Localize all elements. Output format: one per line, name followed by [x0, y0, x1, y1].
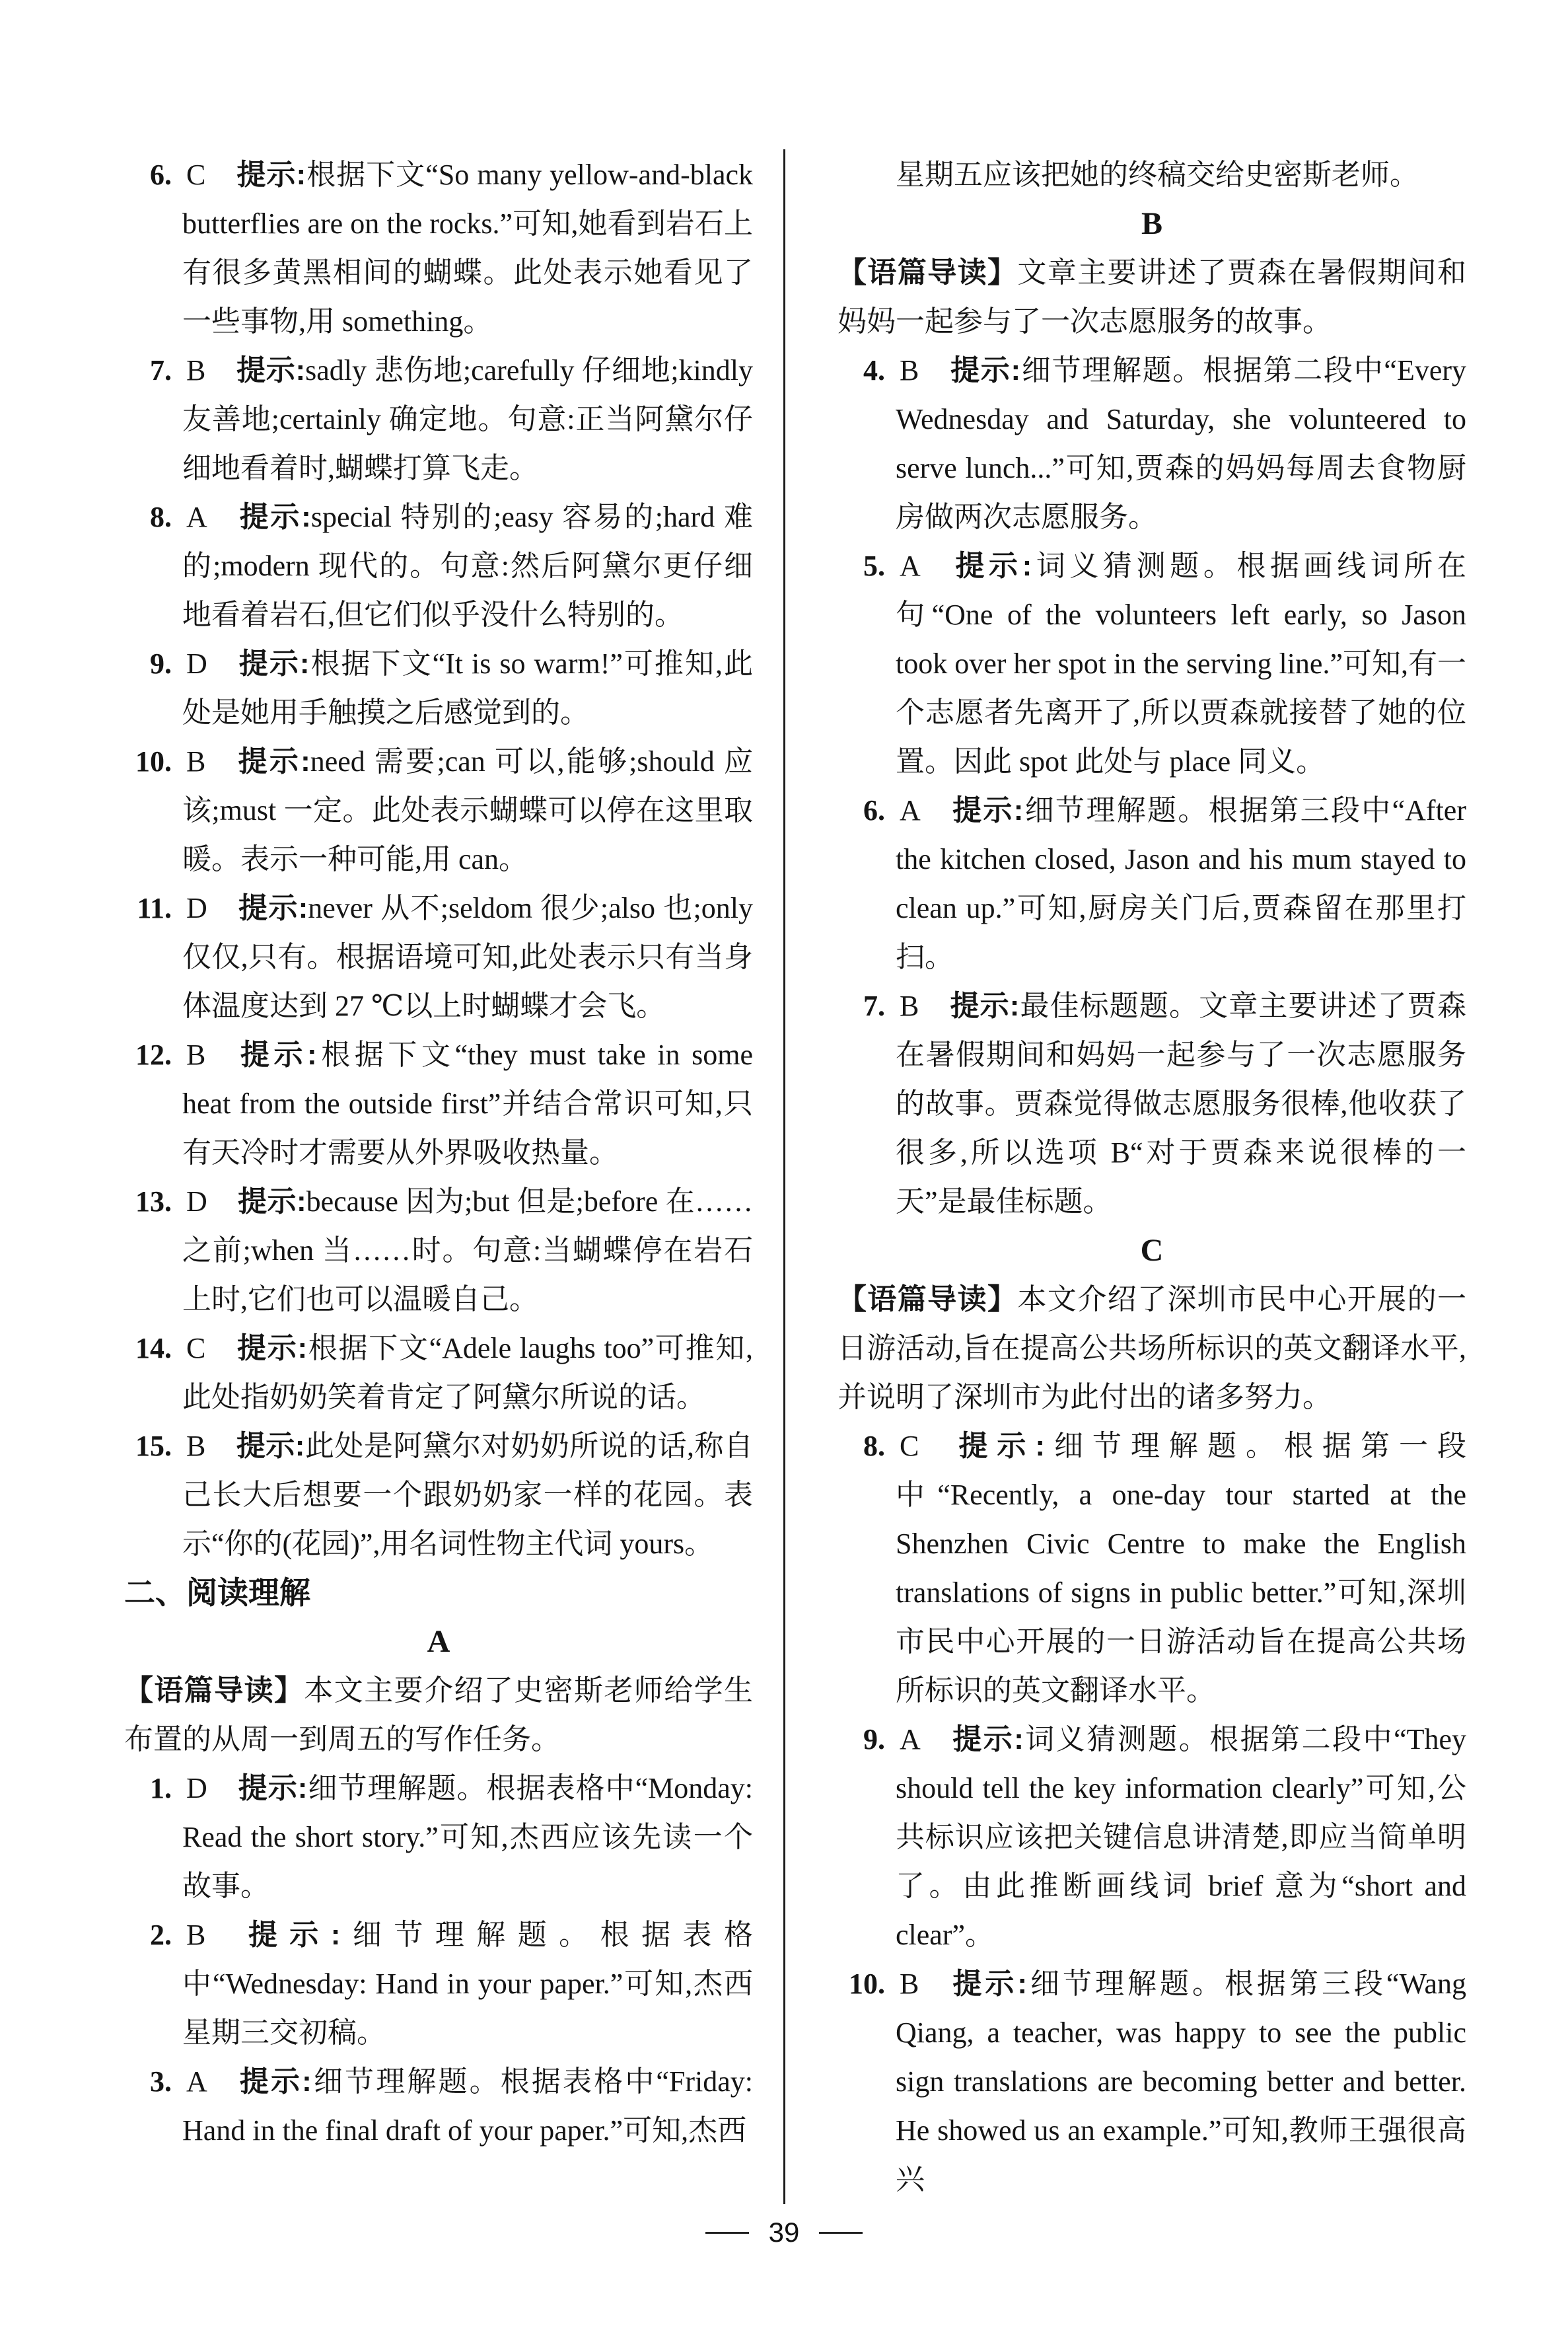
- answer-letter: B: [186, 1919, 206, 1951]
- item-number: 2.: [150, 1919, 172, 1951]
- answer-item: [124, 1422, 753, 1568]
- answer-letter: B: [900, 1968, 919, 2000]
- answer-item: [124, 493, 753, 640]
- item-number: 7.: [150, 354, 172, 387]
- passage-intro-paragraph: [837, 1275, 1466, 1422]
- hint-label: 提示:: [237, 892, 308, 924]
- intro-text: 文章主要讲述了贾森在暑假期间和妈妈一起参与了一次志愿服务的故事。: [837, 256, 1467, 338]
- column-divider: [783, 149, 785, 2204]
- answer-item: [837, 786, 1466, 982]
- answer-letter: D: [186, 1185, 207, 1218]
- answer-letter: C: [186, 159, 206, 191]
- answer-item: [124, 737, 753, 884]
- passage-letter-heading: A: [427, 1624, 450, 1659]
- footer-dash-right: [819, 2232, 863, 2234]
- hint-label: 提示:: [950, 550, 1032, 582]
- hint-label: 提示:: [949, 1430, 1046, 1462]
- hint-label: 提示:: [949, 990, 1020, 1022]
- item-text: 词义猜测题。根据画线词所在句“One of the volunteers left early, so Jason took over her spot in the serving line.”可知,有一个志愿者先离开了,所以贾森就接替了她的位置。因此 spot 此处与 place 同义。: [896, 550, 1467, 778]
- item-text: 根据下文“Adele laughs too”可推知,此处指奶奶笑着肯定了阿黛尔所说的话。: [182, 1332, 754, 1413]
- item-text: because 因为;but 但是;before 在……之前;when 当……时。句意:当蝴蝶停在岩石上时,它们也可以温暖自己。: [182, 1185, 753, 1315]
- item-text: 细节理解题。根据第二段中“Every Wednesday and Saturday, she volunteered to serve lunch...”可知,贾森的妈妈每周去食物厨房做两次志愿服务。: [896, 354, 1466, 533]
- answer-item: [124, 1324, 753, 1422]
- hint-label: 提示:: [236, 1430, 305, 1462]
- item-number: 12.: [135, 1039, 172, 1071]
- answer-letter: B: [900, 354, 919, 387]
- answer-letter: D: [186, 647, 207, 680]
- right-column: [837, 151, 1466, 2204]
- continuation-paragraph: 星期五应该把她的终稿交给史密斯老师。: [896, 159, 1419, 191]
- item-text: need 需要;can 可以,能够;should 应该;must 一定。此处表示蝴蝶可以停在这里取暖。表示一种可能,用 can。: [182, 745, 753, 875]
- item-number: 1.: [150, 1772, 172, 1804]
- hint-label: 提示:: [236, 1919, 341, 1951]
- page-number: 39: [768, 2217, 800, 2248]
- answer-item: [837, 1422, 1466, 1715]
- answer-item: [124, 2057, 753, 2155]
- answer-letter: B: [186, 745, 206, 778]
- hint-label: 提示:: [237, 647, 310, 680]
- answer-letter: B: [900, 990, 919, 1022]
- hint-label: 提示:: [236, 1039, 317, 1071]
- item-text: 细节理解题。根据表格中“Wednesday: Hand in your paper.”可知,杰西星期三交初稿。: [182, 1919, 754, 2049]
- item-text: 细节理解题。根据表格中“Monday: Read the short story.”可知,杰西应该先读一个故事。: [182, 1772, 753, 1902]
- answer-item: [124, 1177, 753, 1324]
- item-text: 根据下文“It is so warm!”可推知,此处是她用手触摸之后感觉到的。: [182, 647, 753, 729]
- item-number: 9.: [863, 1723, 885, 1755]
- hint-label: 提示:: [237, 501, 311, 533]
- item-text: 最佳标题题。文章主要讲述了贾森在暑假期间和妈妈一起参与了一次志愿服务的故事。贾森觉得做志愿服务很棒,他收获了很多,所以选项 B“对于贾森来说很棒的一天”是最佳标题。: [896, 990, 1466, 1218]
- item-number: 14.: [135, 1332, 172, 1364]
- item-text: 词义猜测题。根据第二段中“They should tell the key information clearly”可知,公共标识应该把关键信息讲清楚,即应当简单明了。由此推断画线词 brief 意为“short and clear”。: [896, 1723, 1467, 1951]
- answer-item: [837, 542, 1466, 786]
- answer-item: [124, 1031, 753, 1177]
- answer-letter: B: [186, 354, 206, 387]
- hint-label: 提示:: [950, 794, 1024, 827]
- intro-text: 本文主要介绍了史密斯老师给学生布置的从周一到周五的写作任务。: [124, 1674, 754, 1755]
- item-number: 4.: [863, 354, 885, 387]
- item-number: 6.: [863, 794, 885, 827]
- item-text: never 从不;seldom 很少;also 也;only 仅仅,只有。根据语境可知,此处表示只有当身体温度达到 27 ℃以上时蝴蝶才会飞。: [182, 892, 753, 1022]
- intro-label: 【语篇导读】: [837, 256, 1018, 289]
- passage-intro-paragraph: [837, 248, 1466, 346]
- answer-letter: A: [186, 2065, 207, 2098]
- answer-item: [124, 884, 753, 1031]
- item-number: 7.: [863, 990, 885, 1022]
- answer-letter: A: [900, 794, 921, 827]
- item-number: 8.: [150, 501, 172, 533]
- page-footer: [0, 2219, 1568, 2246]
- hint-label: 提示:: [236, 745, 310, 778]
- item-text: 细节理解题。根据第一段中“Recently, a one-day tour started at the Shenzhen Civic Centre to make the English translations of signs in public better.”可知,深圳市民中心开展的一日游活动旨在提高公共场所标识的英文翻译水平。: [896, 1430, 1467, 1707]
- section-heading: 二、阅读理解: [124, 1575, 310, 1610]
- intro-text: 本文介绍了深圳市民中心开展的一日游活动,旨在提高公共场所标识的英文翻译水平,并说明了深圳市为此付出的诸多努力。: [837, 1283, 1467, 1413]
- item-number: 10.: [849, 1968, 885, 2000]
- answer-letter: D: [186, 1772, 207, 1804]
- item-text: 根据下文“they must take in some heat from the outside first”并结合常识可知,只有天冷时才需要从外界吸收热量。: [182, 1039, 753, 1169]
- answer-item: [124, 151, 753, 346]
- answer-item: [837, 346, 1466, 542]
- item-number: 8.: [863, 1430, 885, 1462]
- item-text: 细节理解题。根据第三段“Wang Qiang, a teacher, was happy to see the public sign translations are becoming better and better. He showed us an example.”可知,教师王强很高兴: [896, 1968, 1466, 2196]
- answer-letter: B: [186, 1430, 206, 1462]
- intro-label: 【语篇导读】: [124, 1674, 304, 1707]
- hint-label: 提示:: [237, 1185, 306, 1218]
- answer-item: [124, 346, 753, 493]
- hint-label: 提示:: [236, 159, 306, 191]
- passage-letter-heading: B: [1141, 206, 1162, 241]
- footer-dash-left: [705, 2232, 749, 2234]
- hint-label: 提示:: [236, 1332, 308, 1364]
- item-number: 10.: [135, 745, 172, 778]
- hint-label: 提示:: [950, 1723, 1024, 1755]
- item-number: 3.: [150, 2065, 172, 2098]
- item-number: 6.: [150, 159, 172, 191]
- hint-label: 提示:: [949, 1968, 1027, 2000]
- answer-letter: A: [900, 550, 921, 582]
- answer-letter: C: [900, 1430, 919, 1462]
- answer-letter: A: [186, 501, 207, 533]
- item-number: 9.: [150, 647, 172, 680]
- item-text: sadly 悲伤地;carefully 仔细地;kindly 友善地;certainly 确定地。句意:正当阿黛尔仔细地看着时,蝴蝶打算飞走。: [182, 354, 753, 484]
- item-number: 13.: [135, 1185, 172, 1218]
- item-number: 11.: [137, 892, 172, 924]
- item-number: 5.: [863, 550, 885, 582]
- answer-letter: B: [186, 1039, 206, 1071]
- passage-letter-heading: C: [1140, 1233, 1164, 1268]
- item-text: 细节理解题。根据表格中“Friday: Hand in the final draft of your paper.”可知,杰西: [182, 2065, 753, 2147]
- hint-label: 提示:: [236, 354, 306, 387]
- item-number: 15.: [135, 1430, 172, 1462]
- answer-letter: D: [186, 892, 207, 924]
- answer-letter: C: [186, 1332, 206, 1364]
- answer-item: [837, 1715, 1466, 1960]
- item-text: 细节理解题。根据第三段中“After the kitchen closed, Jason and his mum stayed to clean up.”可知,厨房关门后,贾森留在那里打扫。: [896, 794, 1466, 973]
- answer-item: [837, 1960, 1466, 2204]
- intro-label: 【语篇导读】: [837, 1283, 1018, 1315]
- answer-letter: A: [900, 1723, 921, 1755]
- item-text: special 特别的;easy 容易的;hard 难的;modern 现代的。句意:然后阿黛尔更仔细地看着岩石,但它们似乎没什么特别的。: [182, 501, 753, 631]
- answer-item: [124, 640, 753, 737]
- answer-item: [124, 1911, 753, 2057]
- hint-label: 提示:: [237, 2065, 312, 2098]
- answer-item: [837, 982, 1466, 1226]
- hint-label: 提示:: [949, 354, 1021, 387]
- left-column: [124, 151, 753, 2155]
- item-text: 此处是阿黛尔对奶奶所说的话,称自己长大后想要一个跟奶奶家一样的花园。表示“你的(花园)”,用名词性物主代词 yours。: [182, 1430, 754, 1560]
- hint-label: 提示:: [237, 1772, 308, 1804]
- answer-item: [124, 1764, 753, 1911]
- item-text: 根据下文“So many yellow-and-black butterflies are on the rocks.”可知,她看到岩石上有很多黄黑相间的蝴蝶。此处表示她看见了一些事物,用 something。: [182, 159, 754, 338]
- passage-intro-paragraph: [124, 1666, 753, 1764]
